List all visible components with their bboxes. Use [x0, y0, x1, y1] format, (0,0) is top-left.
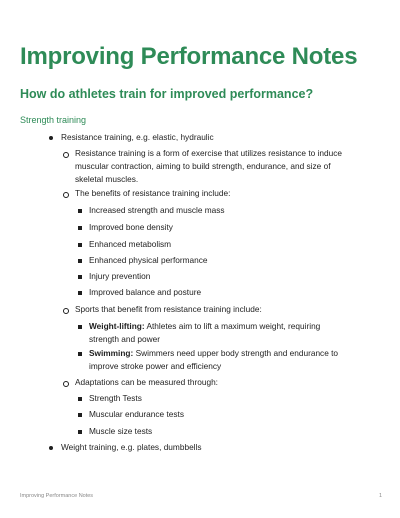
list-item-benefit	[89, 221, 173, 234]
definition-line-2: muscular contraction, aiming to build strength, endurance, and size of	[75, 161, 331, 171]
list-item-label: Weight training, e.g. plates, dumbbells	[61, 442, 202, 452]
definition-line-3: skeletal muscles.	[75, 174, 139, 184]
list-item-adaptations-intro	[75, 376, 385, 389]
list-item-label: Strength Tests	[89, 393, 142, 403]
list-item-label: Enhanced physical performance	[89, 255, 208, 265]
list-item-benefit	[89, 270, 150, 283]
list-item-weight-training	[61, 441, 381, 454]
list-item-label: Muscle size tests	[89, 426, 153, 436]
list-item-label: Injury prevention	[89, 271, 151, 281]
footer-document-title: Improving Performance Notes	[20, 493, 94, 499]
sport-label: Swimming:	[89, 348, 134, 358]
definition-line-1: Resistance training is a form of exercise that utilizes resistance to induce	[75, 148, 343, 158]
sport-description-continued: improve stroke power and efficiency	[89, 361, 222, 371]
footer-page-number: 1	[379, 493, 383, 499]
list-item-resistance-definition	[75, 147, 385, 186]
list-item-adaptation	[89, 392, 142, 405]
list-item-adaptation	[89, 425, 152, 438]
list-item-sport-weightlifting	[89, 320, 389, 346]
list-item-label: Resistance training, e.g. elastic, hydraulic	[61, 132, 214, 142]
list-item-label: Increased strength and muscle mass	[89, 205, 225, 215]
question-heading: How do athletes train for improved performance?	[20, 87, 314, 101]
list-item-benefits-intro	[75, 187, 385, 200]
list-item-resistance	[61, 131, 381, 144]
list-item-label: Enhanced metabolism	[89, 239, 172, 249]
list-item-label: Improved balance and posture	[89, 287, 202, 297]
sport-label: Weight-lifting:	[89, 321, 145, 331]
list-item-sport-swimming	[89, 347, 389, 373]
sport-description-continued: strength and power	[89, 334, 161, 344]
list-item-label: Muscular endurance tests	[89, 409, 185, 419]
section-heading: Strength training	[20, 115, 87, 125]
list-item-benefit	[89, 286, 201, 299]
page-title: Improving Performance Notes	[20, 43, 358, 70]
list-item-adaptation	[89, 408, 184, 421]
list-item-benefit	[89, 254, 208, 267]
list-item-label: Sports that benefit from resistance training include:	[75, 304, 262, 314]
list-item-sports-intro	[75, 303, 385, 316]
sport-description: Athletes aim to lift a maximum weight, requiring	[144, 321, 321, 331]
list-item-label: Improved bone density	[89, 222, 173, 232]
list-item-label: Adaptations can be measured through:	[75, 377, 218, 387]
list-item-label: The benefits of resistance training include:	[75, 188, 231, 198]
sport-description: Swimmers need upper body strength and endurance to	[133, 348, 339, 358]
list-item-benefit	[89, 238, 171, 251]
list-item-benefit	[89, 204, 225, 217]
